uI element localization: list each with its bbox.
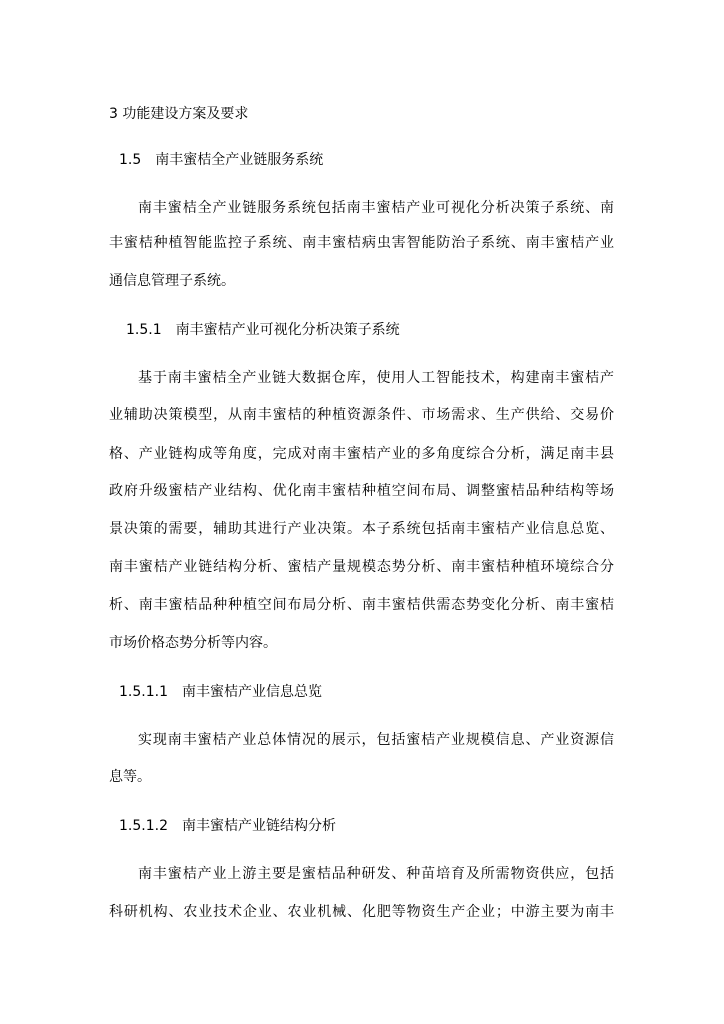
- paragraph-line: 格、产业链构成等角度，完成对南丰蜜桔产业的多角度综合分析，满足南丰县: [109, 446, 614, 462]
- paragraph-line: 实现南丰蜜桔产业总体情况的展示，包括蜜桔产业规模信息、产业资源信: [138, 732, 614, 748]
- paragraph-line: 南丰蜜桔产业上游主要是蜜桔品种研发、种苗培育及所需物资供应，包括: [138, 866, 614, 882]
- paragraph-line: 南丰蜜桔全产业链服务系统包括南丰蜜桔产业可视化分析决策子系统、南: [138, 200, 614, 216]
- paragraph-line: 南丰蜜桔产业链结构分析、蜜桔产量规模态势分析、南丰蜜桔种植环境综合分: [109, 559, 614, 575]
- paragraph-line: 基于南丰蜜桔全产业链大数据仓库，使用人工智能技术，构建南丰蜜桔产: [138, 370, 614, 386]
- level4-heading: 1.5.1.1 南丰蜜桔产业信息总览: [119, 684, 322, 700]
- paragraph-line: 市场价格态势分析等内容。: [109, 635, 277, 651]
- paragraph-line: 科研机构、农业技术企业、农业机械、化肥等物资生产企业；中游主要为南丰: [109, 904, 614, 920]
- paragraph-line: 息等。: [109, 769, 151, 785]
- subsection-heading: 1.5 南丰蜜桔全产业链服务系统: [119, 152, 324, 168]
- paragraph-line: 析、南丰蜜桔品种种植空间布局分析、南丰蜜桔供需态势变化分析、南丰蜜桔: [109, 597, 614, 613]
- level4-heading: 1.5.1.2 南丰蜜桔产业链结构分析: [119, 818, 336, 834]
- subsubsection-heading: 1.5.1 南丰蜜桔产业可视化分析决策子系统: [126, 322, 400, 338]
- section-heading: 3 功能建设方案及要求: [109, 106, 249, 122]
- paragraph-line: 通信息管理子系统。: [109, 273, 235, 289]
- paragraph-line: 景决策的需要，辅助其进行产业决策。本子系统包括南丰蜜桔产业信息总览、: [109, 521, 614, 537]
- paragraph-line: 政府升级蜜桔产业结构、优化南丰蜜桔种植空间布局、调整蜜桔品种结构等场: [109, 483, 614, 499]
- paragraph-line: 丰蜜桔种植智能监控子系统、南丰蜜桔病虫害智能防治子系统、南丰蜜桔产业: [109, 235, 614, 251]
- paragraph-line: 业辅助决策模型，从南丰蜜桔的种植资源条件、市场需求、生产供给、交易价: [109, 407, 614, 423]
